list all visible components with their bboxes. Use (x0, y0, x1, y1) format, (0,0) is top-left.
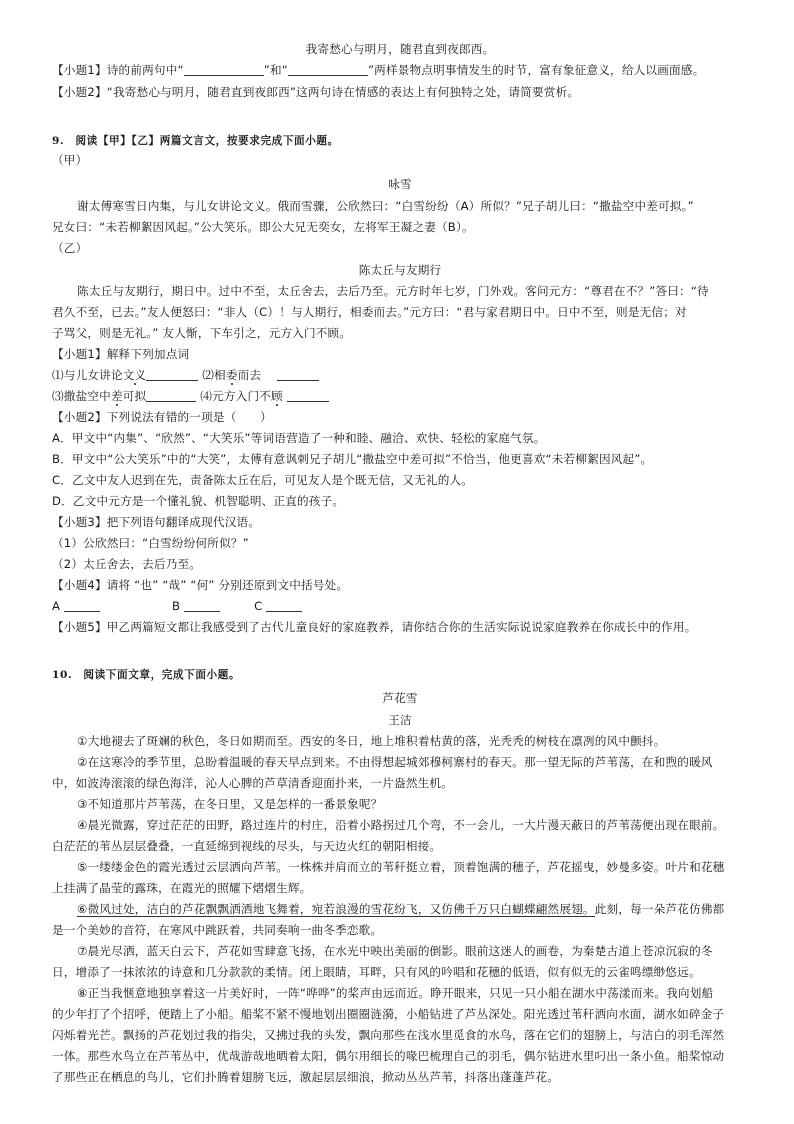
answer-blank[interactable] (146, 367, 198, 381)
q9-sub1-title: 【小题1】解释下列加点词 (52, 347, 190, 361)
paragraph-3: ③不知道那片芦苇荡，在冬日里，又是怎样的一番景象呢？ (77, 797, 383, 811)
yi-title: 陈太丘与友期行 (358, 263, 442, 277)
option-b: B．甲文中“公大笑乐”中的“大笑”，太傅有意讽刺兄子胡儿“撒盐空中差可拟”不恰当，他更喜欢“未若柳絮因风起”。 (52, 452, 653, 466)
q8-sub1: 【小题1】诗的前两句中“ ”和“ ”两样景物点明事情发生的时节，富有象征意义，给人以画面感。 (52, 63, 705, 77)
paragraph-7: 日，增添了一抹浓浓的诗意和几分款款的柔情。闭上眼睛，耳畔，只有风的吟唱和花穗的低语，似有似无的云雀鸣缥缈悠远。 (52, 965, 701, 979)
jia-title: 咏雪 (388, 177, 412, 191)
q9-sub3-item: （1）公欣然曰：“白雪纷纷何所似？” (52, 536, 249, 550)
q9-sub4-title: 【小题4】请将 “也” “哉” “何” 分别还原到文中括号处。 (52, 578, 349, 592)
option-c: C．乙文中友人迟到在先，责备陈太丘在后，可见友人是个既无信，又无礼的人。 (52, 473, 474, 487)
option-d: D．乙文中元方是一个懂礼貌、机智聪明、正直的孩子。 (52, 494, 345, 508)
q9-sub4-blanks: A B C (52, 596, 748, 616)
answer-blank[interactable] (277, 367, 319, 381)
article-title: 芦花雪 (382, 691, 418, 705)
answer-blank[interactable] (146, 388, 196, 402)
paragraph-2: 中，如波涛滚滚的绿色海洋，沁人心脾的芦草清香迎面扑来，一片盎然生机。 (52, 776, 453, 790)
poem-last-line: 我寄愁心与明月，随君直到夜郎西。 (305, 42, 495, 56)
answer-blank[interactable] (288, 62, 368, 76)
paragraph-6: ⑥微风过处，洁白的芦花飘飘洒洒地飞舞着，宛若浪漫的雪花纷飞，又仿佛千万只白蝴蝶翩然展翅。此刻，每一朵芦花仿佛都 (77, 902, 725, 916)
paragraph-8: 了那些正在栖息的鸟儿，它们扑腾着翅膀飞远，激起层层细浪，掀动丛丛芦苇，抖落出蓬蓬芦花。 (52, 1070, 560, 1084)
paragraph-5: 上挂满了晶莹的露珠，在霞光的照耀下熠熠生辉。 (52, 881, 312, 895)
yi-line: 陈太丘与友期行，期日中。过中不至，太丘舍去，去后乃至。元方时年七岁，门外戏。客问元方：“尊君在不？”答曰：“待 (77, 284, 709, 298)
yi-label: （乙） (52, 241, 88, 255)
q9-sub3-item: （2）太丘舍去，去后乃至。 (52, 557, 202, 571)
underlined-sentence: ⑥微风过处，洁白的芦花飘飘洒洒地飞舞着，宛若浪漫的雪花纷飞，又仿佛千万只白蝴蝶翩然展翅。 (77, 902, 595, 916)
paragraph-4: 白茫茫的苇丛层层叠叠，一直延绵到视线的尽头，与天边火红的朝阳相接。 (52, 839, 442, 853)
answer-blank[interactable] (287, 388, 329, 402)
q10-heading: 10. 阅读下面文章，完成下面小题。 (52, 669, 241, 681)
article-author: 王洁 (388, 713, 412, 727)
paragraph-5: ⑤一缕缕金色的霞光透过云层洒向芦苇。一株株并肩而立的苇秆挺立着，顶着饱满的穗子，芦花摇曳，妙曼多姿。叶片和花穗 (77, 860, 725, 874)
q9-sub2-title: 【小题2】下列说法有错的一项是（ ） (52, 410, 272, 424)
paragraph-8: 闪烁着光芒。飘扬的芦花划过我的指尖，又拂过我的头发，飘向那些在浅水里觅食的水鸟，落在它们的翅膀上，与洁白的羽毛浑然 (52, 1028, 725, 1042)
q9-sub3-title: 【小题3】把下列语句翻译成现代汉语。 (52, 515, 261, 529)
paragraph-8: 一体。那些水鸟立在芦苇丛中，优哉游哉地晒着太阳，偶尔用细长的喙巴梳理自己的羽毛，偶尔钻进水里叼出一条小鱼。船桨惊动 (52, 1049, 725, 1063)
answer-blank[interactable] (266, 598, 302, 612)
q8-sub2: 【小题2】“我寄愁心与明月，随君直到夜郎西”这两句诗在情感的表达上有何独特之处，请简要赏析。 (52, 85, 580, 99)
paragraph-7: ⑦晨光尽洒，蓝天白云下，芦花如雪肆意飞扬，在水光中映出美丽的倒影。眼前这迷人的画卷，为秦楚古道上苍凉沉寂的冬 (77, 944, 713, 958)
dotted-word: 文义 (122, 368, 147, 382)
jia-line: 谢太傅寒雪日内集，与儿女讲论文义。俄而雪骤，公欣然曰：“白雪纷纷（A）所似？”兄子胡儿曰：“撒盐空中差可拟。” (77, 199, 694, 213)
paragraph-6: 是一个美妙的音符，在寒风中跳跃着，共同奏响一曲冬季恋歌。 (52, 923, 383, 937)
jia-label: （甲） (52, 153, 88, 167)
q9-sub5: 【小题5】甲乙两篇短文都让我感受到了古代儿童良好的家庭教养，请你结合你的生活实际说说家庭教养在你成长中的作用。 (52, 620, 697, 634)
answer-blank[interactable] (64, 598, 100, 612)
q9-heading: 9. 阅读【甲】【乙】两篇文言文，按要求完成下面小题。 (52, 135, 339, 147)
answer-blank[interactable] (184, 598, 220, 612)
option-a: A．甲文中“内集”、“欣然”、“大笑乐”等词语营造了一种和睦、融洽、欢快、轻松的家庭气氛。 (52, 431, 546, 445)
yi-line: 君久不至，已去。”友人便怒曰：“非人（C）！与人期行，相委而去。”元方曰：“君与家君期日中。日中不至，则是无信；对 (52, 305, 687, 319)
paragraph-1: ①大地褪去了斑斓的秋色，冬日如期而至。西安的冬日，地上堆积着枯黄的落，光秃秃的树枝在凛冽的风中颤抖。 (77, 734, 666, 748)
dotted-word: 差 (110, 389, 123, 403)
jia-line: 兄女曰：“未若柳絮因风起。”公大笑乐。即公大兄无奕女，左将军王凝之妻（B）。 (52, 220, 474, 234)
q9-sub1-row: ⑶撒盐空中差可拟 ⑷元方入门不顾 (52, 386, 748, 406)
paragraph-8: ⑧正当我惬意地独享着这一片美好时，一阵“哗哗”的桨声由远而近。睁开眼来，只见一只小船在湖水中荡漾而来。我向划船 (77, 986, 714, 1000)
q9-sub1-row: ⑴与儿女讲论文义 ⑵相委而去 (52, 365, 748, 385)
paragraph-8: 的少年打了个招呼，便踏上了小船。船桨不紧不慢地划出圈圈涟漪，小船钻进了芦丛深处。阳光透过苇秆洒向水面，湖水如碎金子 (52, 1007, 725, 1021)
yi-line: 子骂父，则是无礼。” 友人惭，下车引之，元方入门不顾。 (52, 326, 352, 340)
answer-blank[interactable] (184, 62, 264, 76)
dotted-word: 委 (225, 368, 238, 382)
paragraph-2: ②在这寒冷的季节里，总盼着温暖的春天早点到来。不由得想起城郊穆柯寨村的春天。那一望无际的芦苇荡，在和煦的暖风 (77, 755, 713, 769)
paragraph-4: ④晨光微露，穿过茫茫的田野，路过连片的村庄，沿着小路拐过几个弯，不一会儿，一大片漫天蔽日的芦苇荡便出现在眼前。 (77, 818, 725, 832)
dotted-word: 顾 (271, 389, 283, 403)
